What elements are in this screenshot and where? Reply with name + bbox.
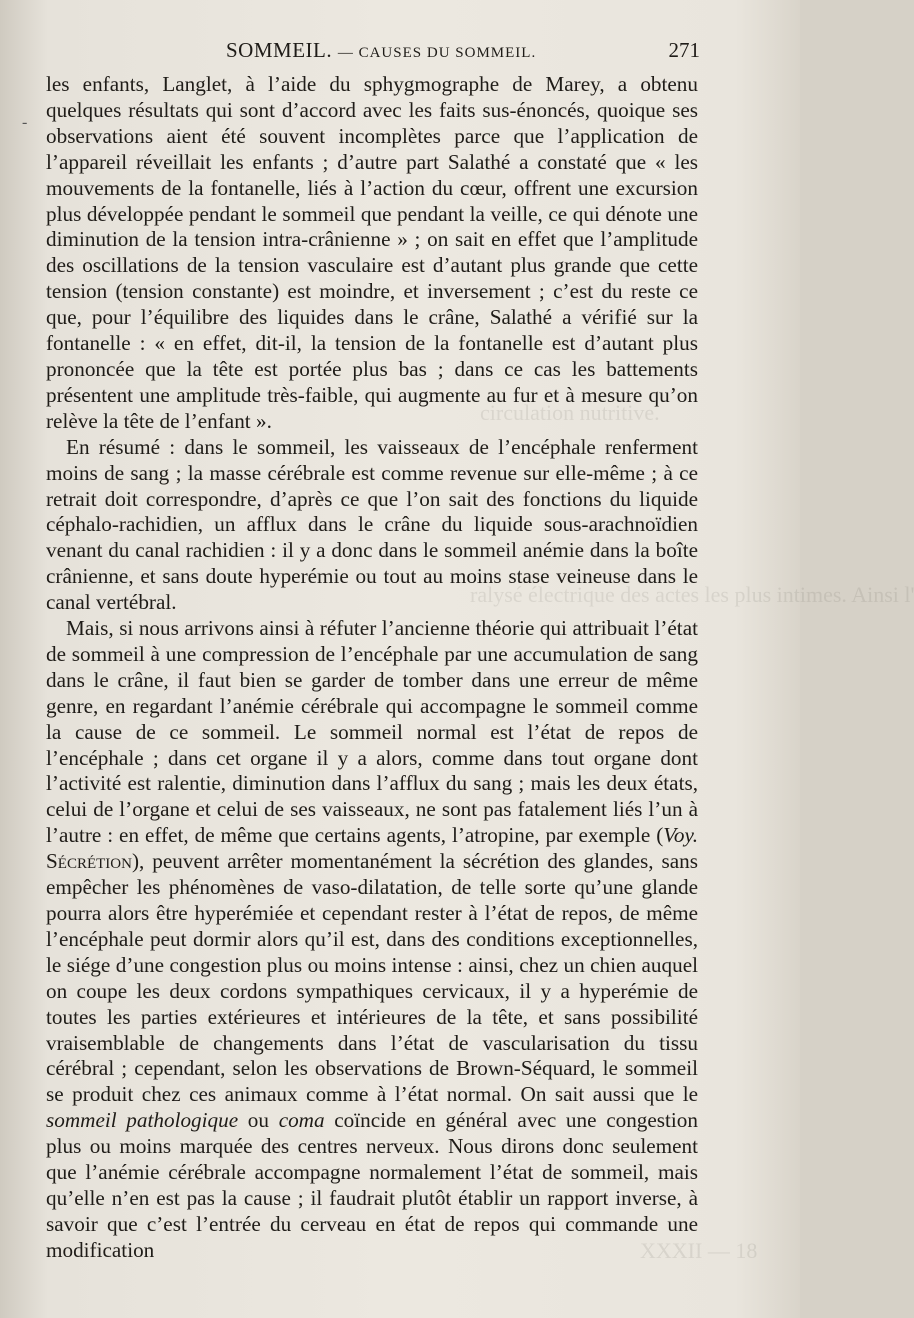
italic-text: coma bbox=[278, 1108, 325, 1133]
running-header bbox=[40, 38, 700, 68]
text-run: coïncide en général avec une congestion plus ou moins marquée des centres nerveux. Nous dirons donc seulement que l’anémie cérébrale accompagne normalement l’état de sommeil, mais qu’elle n’en est pas la cause ; il faudrait plutôt établir un rapport inverse, à savoir que c’est l’entrée du cerveau en état de repos qui commande une modification bbox=[46, 1108, 698, 1262]
text-run: les enfants, Langlet, à l’aide du sphygmographe de Marey, a obtenu quelques résultats qui sont d’accord avec les faits sus-énoncés, quoique ses observations aient été souvent incomplètes parce que l’application de l’appareil réveillait les enfants ; d’autre part Salathé a constaté que « les mouvements de la fontanelle, liés à l’action du cœur, offrent une excursion plus développée pendant le sommeil que pendant la veille, ce qui dénote une diminution de la tension intra-crânienne » ; on sait en effet que l’amplitude des oscillations de la tension vasculaire est d’autant plus grande que cette tension (tension constante) est moindre, et inversement ; c’est du reste ce que, pour l’équilibre des liquides dans le crâne, Salathé a vérifié sur la fontanelle : « en effet, dit-il, la tension de la fontanelle est d’autant plus prononcée que la tête est portée plus bas ; dans ce cas les battements présentent une amplitude très-faible, qui augmente au fur et à mesure qu’on relève la tête de l’enfant ». bbox=[46, 72, 698, 433]
running-title-subtitle: — CAUSES DU SOMMEIL. bbox=[337, 45, 537, 61]
show-through-text: ralysé électrique des actes les plus intimes. Ainsi l' bbox=[470, 582, 914, 607]
paragraph bbox=[46, 616, 698, 1264]
text-run: ou bbox=[238, 1108, 279, 1133]
paragraph bbox=[46, 72, 698, 435]
page-number: 271 bbox=[668, 38, 700, 62]
text-run: ), peuvent arrêter momentanément la sécrétion des glandes, sans empêcher les phénomènes de vaso-dilatation, de telle sorte qu’une glande pourra alors être hyperémiée et cependant rester à l’état de repos, de même l’encéphale peut dormir alors qu’il est, dans des conditions exceptionnelles, le siége d’une congestion plus ou moins intense : ainsi, chez un chien auquel on coupe les deux cordons sympathiques cervicaux, il y a hyperémie de toutes les parties extérieures et intérieures de la tête, et sans possibilité vraisemblable de changements dans l’état de vascularisation du tissu cérébral ; cependant, selon les observations de Brown-Séquard, le sommeil se produit chez ces animaux comme à l’état normal. On sait aussi que le bbox=[46, 849, 698, 1107]
show-through-text: circulation nutritive. bbox=[480, 400, 660, 425]
body-text bbox=[46, 72, 698, 1264]
italic-text: Voy. bbox=[663, 823, 698, 848]
show-through-text: XXXII — 18 bbox=[640, 1238, 758, 1263]
italic-text: sommeil pathologique bbox=[46, 1108, 239, 1133]
text-run: Mais, si nous arrivons ainsi à réfuter l’ancienne théorie qui attribuait l’état de sommeil à une compression de l’encéphale par une accumulation de sang dans le crâne, il faut bien se garder de tomber dans une erreur de même genre, en regardant l’anémie cérébrale qui accompagne le sommeil comme la cause de ce sommeil. Le sommeil normal est l’état de repos de l’encéphale ; dans cet organe il y a alors, comme dans tout organe dont l’activité est ralentie, diminution dans l’afflux du sang ; mais les deux états, celui de l’organe et celui de ses vaisseaux, ne sont pas fatalement liés l’un à l’autre : en effet, de même que certains agents, l’atropine, par exemple ( bbox=[46, 616, 698, 848]
running-title-main: SOMMEIL. bbox=[226, 38, 333, 62]
running-title bbox=[226, 38, 536, 63]
small-caps-text: Sécrétion bbox=[46, 849, 132, 874]
paragraph bbox=[46, 435, 698, 616]
text-run: En résumé : dans le sommeil, les vaisseaux de l’encéphale renferment moins de sang ; la masse cérébrale est comme revenue sur elle-même ; à ce retrait doit correspondre, d’après ce que l’on sait des fonctions du liquide céphalo-rachidien, un afflux dans le crâne du liquide sous-arachnoïdien venant du canal rachidien : il y a donc dans le sommeil anémie dans la boîte crânienne, et sans doute hyperémie ou tout au moins stase veineuse dans le canal vertébral. bbox=[46, 434, 698, 615]
margin-mark: - bbox=[22, 114, 28, 131]
